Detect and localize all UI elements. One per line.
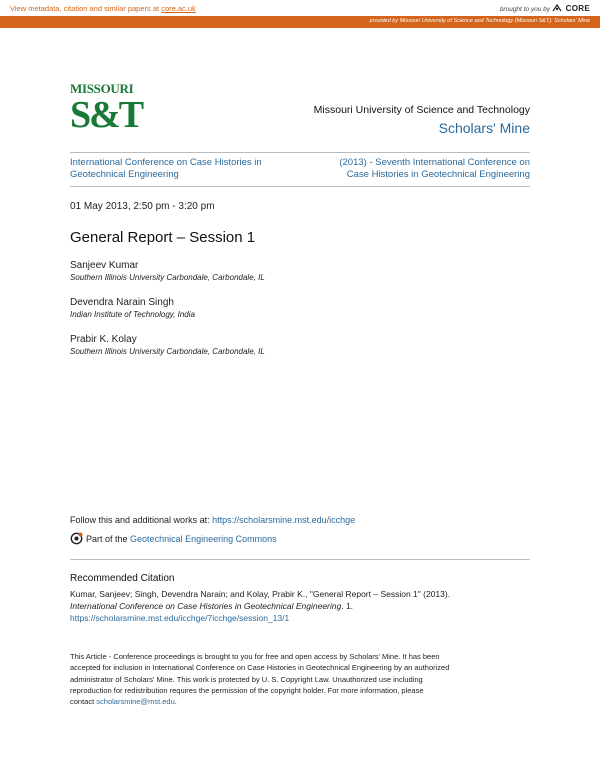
brought-by-text: brought to you by — [499, 6, 551, 13]
commons-link[interactable]: Geotechnical Engineering Commons — [130, 533, 277, 544]
logo-missouri-text: MISSOURI — [70, 81, 134, 96]
citation-text — [70, 588, 530, 624]
notice-line: This Article - Conference proceedings is brought to you for free and open access by Scholars' Mine. It has been — [70, 652, 440, 661]
collection-link-right[interactable] — [300, 157, 530, 181]
notice-contact-line — [70, 696, 540, 707]
logo-st-text: S&T — [70, 94, 143, 136]
author-block — [70, 333, 530, 358]
notice-line: accepted for inclusion in International Conference on Case Histories in Geotechnical Engineering by an authorized — [70, 663, 450, 673]
collection-link-left[interactable] — [70, 157, 300, 181]
part-of-line — [70, 532, 277, 545]
core-metadata-link[interactable] — [10, 4, 196, 13]
core-link[interactable]: core.ac.uk — [161, 4, 196, 13]
author-name: Sanjeev Kumar — [70, 260, 139, 271]
collection-right-line1: (2013) - Seventh International Conference on — [339, 157, 530, 168]
scholars-mine-link[interactable]: Scholars' Mine — [438, 120, 530, 136]
core-brand-name: CORE — [565, 4, 590, 13]
author-name: Prabir K. Kolay — [70, 334, 137, 345]
citation-authors: Kumar, Sanjeev; Singh, Devendra Narain; and Kolay, Prabir K., "General Report – Session 1" (2013). — [70, 589, 451, 599]
core-logo-icon — [552, 4, 562, 12]
citation-url-link[interactable]: https://scholarsmine.mst.edu/icchge/7icchge/session_13/1 — [70, 613, 290, 623]
divider — [70, 186, 530, 187]
author-block — [70, 296, 530, 321]
provided-by-bar — [0, 16, 600, 28]
access-notice — [70, 651, 540, 707]
author-block — [70, 259, 530, 284]
notice-contact-prefix: contact — [70, 697, 95, 707]
part-of-text: Part of the — [86, 533, 128, 544]
citation-journal-line — [70, 600, 530, 612]
follow-line — [70, 515, 355, 525]
divider — [70, 559, 530, 560]
collection-left-line1: International Conference on Case Histories in — [70, 157, 262, 168]
author-affiliation: Southern Illinois University Carbondale, Carbondale, IL — [70, 273, 265, 282]
notice-line: administrator of Scholars' Mine. This work is protected by U. S. Copyright Law. Unauthorized use including — [70, 674, 423, 684]
collection-right-line2: Case Histories in Geotechnical Engineering — [346, 169, 530, 180]
core-banner — [0, 0, 600, 16]
follow-text: Follow this and additional works at: — [70, 515, 210, 525]
follow-url-link[interactable]: https://scholarsmine.mst.edu/icchge — [212, 515, 356, 525]
university-name: Missouri University of Science and Technology — [313, 104, 530, 116]
citation-journal: International Conference on Case Histories in Geotechnical Engineering — [70, 601, 342, 611]
mst-logo[interactable] — [70, 81, 143, 138]
core-brand[interactable] — [500, 4, 590, 13]
paper-title: General Report – Session 1 — [70, 229, 256, 246]
collection-left-line2: Geotechnical Engineering — [70, 169, 179, 180]
author-affiliation: Southern Illinois University Carbondale, Carbondale, IL — [70, 347, 265, 356]
divider — [70, 152, 530, 153]
commons-network-icon — [70, 532, 83, 545]
recommended-citation-heading: Recommended Citation — [70, 573, 175, 584]
presentation-date: 01 May 2013, 2:50 pm - 3:20 pm — [70, 201, 215, 212]
notice-line: reproduction for redistribution requires the permission of the copyright holder. For more information, please — [70, 685, 424, 695]
author-name: Devendra Narain Singh — [70, 297, 174, 308]
provided-by-text[interactable]: provided by Missouri University of Science and Technology (Missouri S&T): Scholars' Mine — [369, 18, 590, 24]
notice-end: . — [174, 697, 177, 707]
contact-email-link[interactable]: scholarsmine@mst.edu — [96, 697, 175, 707]
author-affiliation: Indian Institute of Technology, India — [70, 310, 195, 319]
core-metadata-text: View metadata, citation and similar papers at — [10, 4, 160, 13]
citation-journal-tail: . 1. — [341, 601, 354, 611]
